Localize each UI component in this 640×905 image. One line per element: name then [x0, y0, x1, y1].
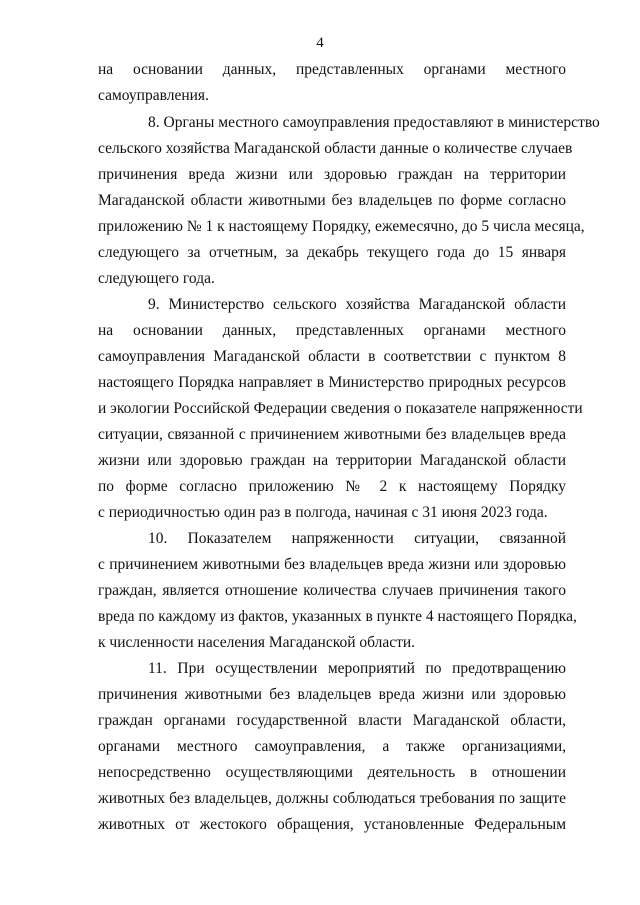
text-line: непосредственно осуществляющими деятельность в отношении: [98, 764, 566, 781]
text-line: жизни или здоровью граждан на территории Магаданской области: [98, 452, 566, 469]
text-line: настоящего Порядка направляет в Министерство природных ресурсов: [98, 374, 566, 391]
page-number: 4: [316, 35, 324, 51]
paragraph-8-start: 8. Органы местного самоуправления предоставляют в министерство: [148, 114, 600, 131]
paragraph-9-start: 9. Министерство сельского хозяйства Магаданской области: [148, 296, 566, 313]
text-line: граждан органами государственной власти Магаданской области,: [98, 712, 566, 729]
text-line: с причинением животными без владельцев вреда жизни или здоровью: [98, 556, 566, 573]
text-line: с периодичностью один раз в полгода, начиная с 31 июня 2023 года.: [98, 504, 548, 521]
text-line: граждан, является отношение количества случаев причинения такого: [98, 582, 566, 599]
text-line: и экологии Российской Федерации сведения о показателе напряженности: [98, 400, 583, 417]
text-line: сельского хозяйства Магаданской области данные о количестве случаев: [98, 140, 573, 157]
paragraph-10-start: 10. Показателем напряженности ситуации, связанной: [148, 530, 566, 547]
text-line: следующего года.: [98, 270, 215, 287]
text-line: вреда по каждому из фактов, указанных в пункте 4 настоящего Порядка,: [98, 608, 577, 625]
text-line: следующего за отчетным, за декабрь текущего года до 15 января: [98, 244, 566, 261]
text-line: по форме согласно приложению № 2 к настоящему Порядку: [98, 478, 566, 495]
text-line: причинения вреда жизни или здоровью граждан на территории: [98, 166, 566, 183]
text-line: причинения животными без владельцев вреда жизни или здоровью: [98, 686, 566, 703]
text-line: самоуправления.: [98, 87, 209, 104]
text-line: приложению № 1 к настоящему Порядку, ежемесячно, до 5 числа месяца,: [98, 218, 585, 235]
text-line: Магаданской области животными без владельцев по форме согласно: [98, 192, 566, 209]
text-line: ситуации, связанной с причинением животными без владельцев вреда: [98, 426, 566, 443]
text-line: животных от жестокого обращения, установленные Федеральным: [98, 816, 566, 833]
text-line: самоуправления Магаданской области в соответствии с пунктом 8: [98, 348, 566, 365]
text-line: на основании данных, представленных органами местного: [98, 61, 566, 78]
paragraph-11-start: 11. При осуществлении мероприятий по предотвращению: [148, 660, 566, 677]
text-line: органами местного самоуправления, а также организациями,: [98, 738, 566, 755]
text-line: к численности населения Магаданской области.: [98, 634, 416, 651]
text-line: на основании данных, представленных органами местного: [98, 322, 566, 339]
text-line: животных без владельцев, должны соблюдаться требования по защите: [98, 790, 566, 807]
